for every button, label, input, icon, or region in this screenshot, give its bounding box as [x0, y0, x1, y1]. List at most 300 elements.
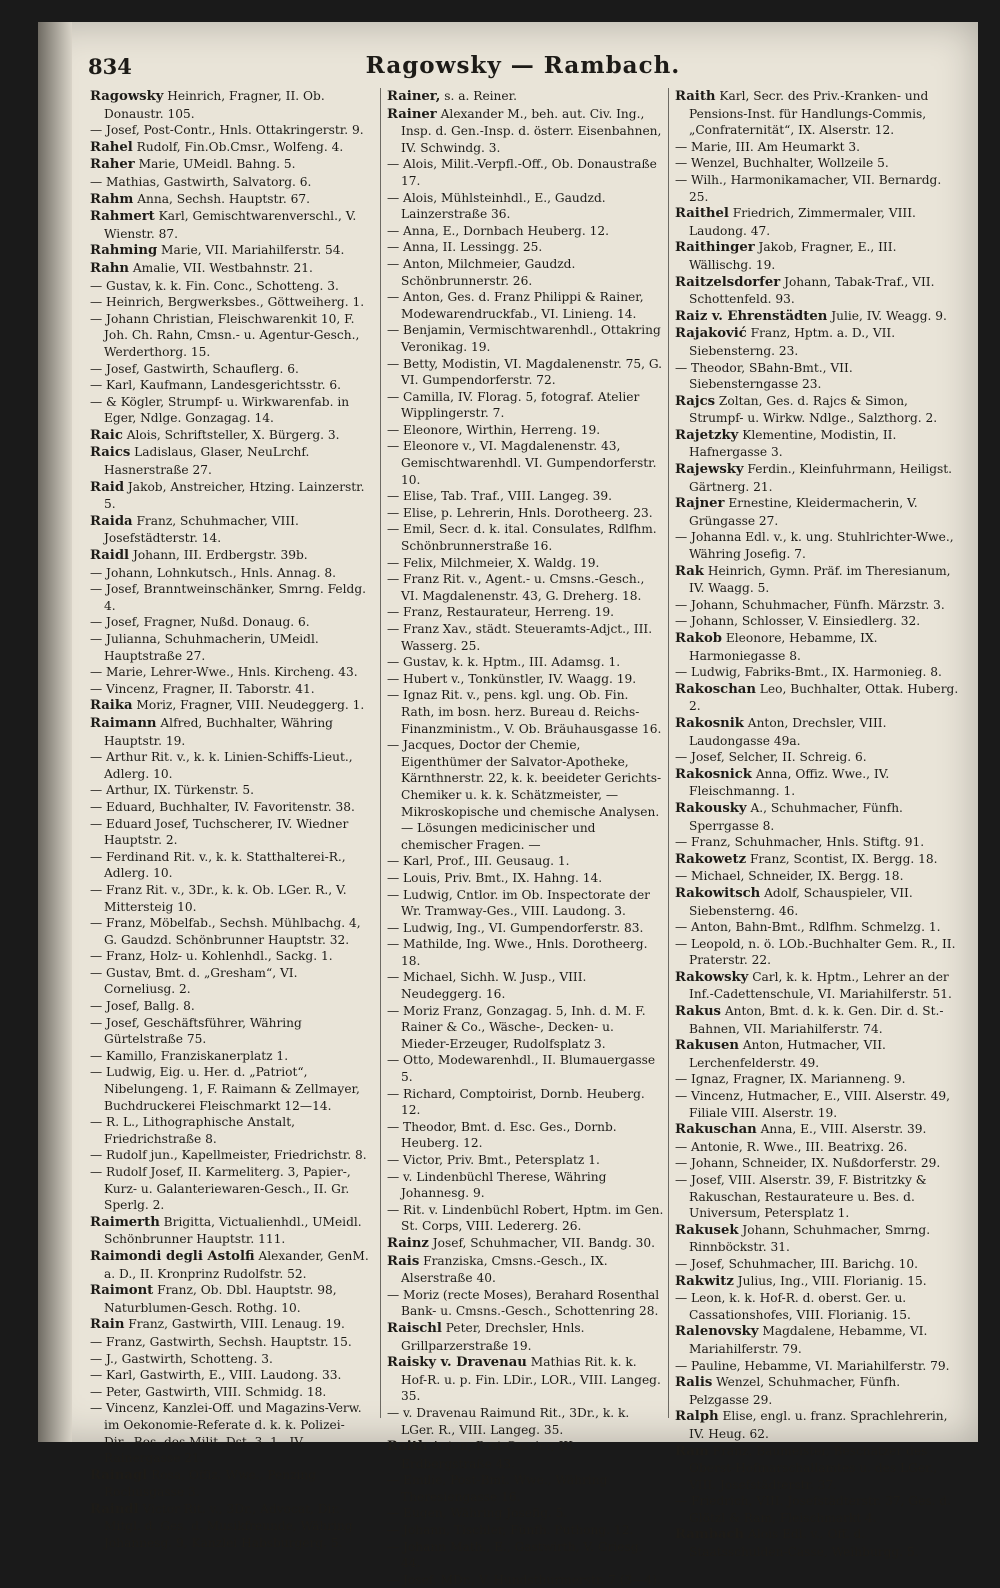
directory-entry — [90, 614, 370, 631]
entry-surname: Rahm — [90, 191, 134, 207]
directory-entry — [90, 782, 370, 799]
entry-text: — Kamillo, Franziskanerplatz 1. — [90, 1048, 289, 1063]
entry-text: — Felix, Milchmeier, X. Waldg. 19. — [387, 555, 600, 570]
entry-text: — Ignaz Rit. v., pens. kgl. ung. Ob. Fin. Rath, im bosn. herz. Bureau d. Reichs-Finanzministm., V. Ob. Bräuhausgasse 16. — [387, 688, 662, 736]
entry-text: — Theodor, SBahn-Bmt., VII. Siebensterngasse 23. — [675, 360, 853, 392]
directory-entry — [675, 1003, 961, 1037]
entry-text: — Eleonore, Wirthin, Herreng. 19. — [387, 422, 601, 437]
directory-entry — [387, 505, 665, 522]
directory-entry — [675, 1443, 961, 1494]
entry-text: — Benjamin, Vermischtwarenhdl., Ottakring Veronikag. 19. — [387, 323, 661, 354]
directory-entry — [387, 870, 665, 887]
entry-text: Zoltan, Ges. d. Rajcs & Simon, Strumpf- u. Wirkw. Ndlge., Salzthorg. 2. — [689, 393, 938, 426]
directory-entry — [675, 1526, 961, 1560]
directory-entry — [675, 139, 961, 156]
entry-text: Ferdin., Kleinfuhrmann, Heiligst. Gärtnerg. 21. — [689, 462, 953, 494]
entry-text: — Anna, E., Dornbach Heuberg. 12. — [387, 223, 609, 238]
entry-text: Jakob, Anstreicher, Htzing. Lainzerstr. 5. — [104, 479, 365, 512]
entry-surname: Ralis — [675, 1375, 713, 1391]
directory-entry — [90, 191, 370, 209]
entry-surname: Rahn — [90, 260, 129, 276]
entry-text: Johann, III. Erdbergstr. 39b. — [132, 548, 308, 563]
entry-surname: Rainer — [387, 106, 437, 122]
entry-text: — Josef, Gastwirth, Schauflerg. 6. — [90, 361, 299, 376]
directory-entry — [675, 172, 961, 205]
directory-entry — [90, 915, 370, 948]
directory-entry — [675, 360, 961, 393]
entry-text: Klementine, Modistin, II. Hafnergasse 3. — [689, 427, 897, 460]
directory-entry — [387, 1169, 665, 1202]
entry-text: — Gustav, k. k. Hptm., III. Adamsg. 1. — [387, 655, 621, 670]
directory-entry — [387, 438, 665, 488]
entry-text: — Josef, Fragner, Nußd. Donaug. 6. — [90, 615, 310, 630]
directory-entry — [90, 394, 370, 427]
entry-text: Moriz, Fragner, VIII. Neudeggerg. 1. — [136, 698, 365, 713]
entry-text: — Ferdinand Rit. v., k. k. Statthalterei-R., Adlerg. 10. — [90, 849, 346, 881]
entry-surname: Rakusen — [675, 1038, 739, 1054]
directory-entry — [675, 885, 961, 919]
directory-entry — [387, 887, 665, 920]
entry-text: — Mathias, Gastwirth, Salvatorg. 6. — [90, 174, 312, 189]
directory-entry — [675, 681, 961, 715]
directory-entry — [387, 1539, 665, 1572]
entry-text: — Arthur Rit. v., k. k. Linien-Schiffs-Lieut., Adlerg. 10. — [90, 750, 353, 781]
entry-text: — Theodor, Bmt. d. Esc. Ges., Dornb. Heuberg. 12. — [387, 1119, 617, 1151]
directory-entry — [90, 1467, 370, 1501]
entry-text: Alois Edl. v., Off. d. Staatsschulden-Casse, Weihburgg. 5. — [689, 1527, 919, 1560]
page-title: Ragowsky — Rambach. — [365, 52, 681, 79]
entry-text: — Vincenz, Kanzlei-Off. und Magazins-Verw. im Oekonomie-Referate d. k. k. Polizei-Dir., Bes. des Milit. Dst. 3. 1., IV. Rainergasse 21. — [90, 1401, 362, 1466]
entry-text: — Rudolf jun., Kapellmeister, Friedrichstr. 8. — [90, 1148, 367, 1163]
directory-entry — [675, 1358, 961, 1375]
entry-text: Peter, Drechsler, Hnls. Grillparzerstraße 19. — [401, 1320, 585, 1353]
entry-text: — Marie, III. Am Heumarkt 3. — [675, 139, 861, 154]
entry-text: — Johann, Schuhmacher, Fünfh. Märzstr. 3. — [675, 597, 945, 612]
entry-text: Anna, E., VIII. Alserstr. 39. — [760, 1122, 927, 1137]
directory-entry — [675, 393, 961, 427]
entry-surname: Rainer, — [387, 89, 441, 104]
entry-text: Julius, Ing., VIII. Florianig. 15. — [737, 1273, 927, 1288]
entry-text: — Johann Math., E., Gastwirth, V. Griesg. 44. — [387, 1539, 643, 1571]
entry-surname: Rakob — [675, 631, 722, 646]
directory-entry — [90, 681, 370, 698]
entry-text: — Johann, Schlosser, V. Einsiedlerg. 32. — [675, 614, 921, 629]
entry-text: Mathias Rit. k. k. Hof-R. u. p. Fin. LDir., LOR., VIII. Langeg. 35. — [401, 1355, 661, 1404]
directory-entry — [675, 1222, 961, 1256]
directory-entry — [90, 631, 370, 664]
entry-text: — Camilla, IV. Florag. 5, fotograf. Atelier Wipplingerstr. 7. — [387, 389, 640, 421]
entry-surname: Rahel — [90, 139, 133, 155]
entry-text: — Josef, VIII. Alserstr. 39, F. Bistritzky & Rakuschan, Restaurateure u. Bes. d. Universum, Petersplatz 1. — [675, 1173, 927, 1221]
entry-text: Adolf, Schauspieler, VII. Siebensterng. 46. — [689, 885, 913, 918]
directory-entry — [387, 1438, 665, 1472]
directory-entry — [387, 422, 665, 439]
entry-text: Anton, Bmt. d. k. k. Gen. Dir. d. St.-Bahnen, VII. Mariahilferstr. 74. — [689, 1004, 944, 1036]
directory-entry — [90, 513, 370, 547]
entry-text: — Gustav, Bmt. d. „Gresham“, VI. Corneliusg. 2. — [90, 965, 298, 997]
directory-entry — [90, 444, 370, 478]
entry-text: Anton, Hutmacher, VII. Lerchenfelderstr. 49. — [689, 1038, 886, 1070]
directory-entry — [387, 1253, 665, 1287]
entry-text: — Otto, Modewarenhdl., II. Blumauergasse 5. — [387, 1053, 656, 1085]
entry-text: — Vincenz, Fragner, II. Taborstr. 41. — [90, 681, 315, 696]
directory-entry — [387, 223, 665, 240]
directory-entry — [387, 1052, 665, 1085]
entry-text: — Anton, Bahn-Bmt., Rdlfhm. Schmelzg. 1. — [675, 920, 941, 935]
entry-surname: Raithinger — [675, 240, 755, 256]
entry-surname: Rakowitsch — [675, 885, 761, 901]
directory-entry — [675, 851, 961, 869]
directory-entry — [675, 461, 961, 495]
directory-entry — [675, 1290, 961, 1323]
directory-entry — [387, 88, 665, 106]
directory-entry — [387, 1003, 665, 1053]
directory-entry — [90, 139, 370, 157]
directory-entry — [387, 190, 665, 223]
directory-entry — [387, 488, 665, 505]
entry-text: — Karl, Gastwirth, E., VIII. Laudong. 33. — [90, 1368, 342, 1383]
directory-entry — [675, 715, 961, 749]
entry-surname: Rajcs — [675, 393, 716, 409]
entry-text: — Anna, II. Lessingg. 25. — [387, 240, 543, 255]
entry-surname: Rakowsky — [675, 969, 749, 985]
entry-surname: Rakuschan — [675, 1122, 757, 1138]
entry-text: — Leon, k. k. Hof-R. d. oberst. Ger. u. Cassationshofes, VIII. Florianig. 15. — [675, 1291, 911, 1322]
entry-text: Ernestine, Kleidermacherin, V. Grüngasse 27. — [689, 496, 918, 528]
entry-surname: Rahmert — [90, 209, 155, 225]
entry-surname: Raimerth — [90, 1214, 160, 1230]
directory-entry — [387, 737, 665, 853]
directory-entry — [90, 1048, 370, 1065]
entry-surname: Raischl — [387, 1320, 442, 1336]
entry-text: — Franz, Gastwirth, Sechsh. Hauptstr. 15. — [90, 1334, 352, 1349]
directory-entry — [675, 613, 961, 630]
entry-text: — & Kögler, Strumpf- u. Wirkwarenfab. in Eger, Ndlge. Gonzagag. 14. — [90, 394, 350, 426]
entry-text: — Victor, Priv. Bmt., Petersplatz 1. — [387, 1153, 600, 1167]
entry-text: — v. Lindenbüchl Therese, Währing Johannesg. 9. — [387, 1169, 607, 1201]
entry-text: Karl, Gemischtwarenverschl., V. Wienstr. 87. — [104, 209, 357, 241]
entry-surname: Ragowsky — [90, 89, 164, 104]
entry-text: — Richard, Comptoirist, Dornb. Heuberg. 12. — [387, 1086, 645, 1118]
directory-entry — [90, 697, 370, 715]
entry-text: — Moriz Franz, Gonzagag. 5, Inh. d. M. F. Rainer & Co., Wäsche-, Decken- u. Mieder-Erzeuger, Rudolfsplatz 3. — [387, 1003, 646, 1051]
entry-text: — Michael, Sichh. W. Jusp., VIII. Neudeggerg. 16. — [387, 970, 587, 1002]
entry-text: — Johanna Edl. v., k. ung. Stuhlrichter-Wwe., Währing Josefig. 7. — [675, 530, 954, 562]
directory-entry — [387, 604, 665, 621]
directory-entry — [90, 581, 370, 614]
entry-text: Franziska, Cmsns.-Gesch., IX. Alserstraße 40. — [401, 1253, 608, 1286]
entry-text: Marie, UMeidl. Bahng. 5. — [138, 157, 296, 172]
directory-entry — [90, 88, 370, 122]
directory-entry — [90, 1334, 370, 1351]
entry-text: — Franz, Möbelfab., Sechsh. Mühlbachg. 4, G. Gaudzd. Schönbrunner Hauptstr. 32. — [90, 916, 361, 947]
entry-text: — Anton, Ges. d. Franz Philippi & Rainer, Modewarendruckfab., VI. Linieng. 14. — [387, 290, 644, 321]
directory-entry — [90, 1015, 370, 1048]
entry-surname: Raindl — [90, 1501, 139, 1517]
directory-entry — [675, 800, 961, 834]
directory-entry — [387, 1472, 665, 1505]
entry-text: — Betty, Modistin, VI. Magdalenenstr. 75, G. VI. Gumpendorferstr. 72. — [387, 356, 663, 388]
entry-text: Rudolf, Fin.Ob.Cmsr., Wolfeng. 4. — [136, 139, 344, 154]
directory-entry — [387, 671, 665, 688]
entry-text: Anna, Sechsh. Hauptstr. 67. — [137, 191, 311, 206]
directory-entry — [387, 555, 665, 572]
entry-text: Ladislaus, Glaser, NeuLrchf. Hasnerstraße 27. — [104, 445, 310, 478]
directory-entry — [90, 1248, 370, 1282]
entry-text: — Wenzel, Buchhalter, Wollzeile 5. — [675, 156, 889, 171]
directory-entry — [675, 1256, 961, 1273]
directory-entry — [387, 1572, 665, 1588]
directory-entry — [90, 208, 370, 242]
entry-surname: Raith — [387, 1439, 428, 1455]
directory-entry — [675, 495, 961, 529]
entry-text: Carl, k. k. Hptm., Lehrer an der Inf.-Cadettenschule, VI. Mariahilferstr. 51. — [689, 969, 952, 1002]
directory-entry — [90, 816, 370, 849]
column-2 — [380, 88, 665, 1587]
entry-surname: Ralenovsky — [675, 1324, 759, 1340]
entry-text: — Eduard Josef, Tuchscherer, IV. Wiedner Hauptstr. 2. — [90, 816, 349, 848]
entry-surname: Rambach — [675, 1527, 745, 1543]
entry-text: — Gustav, k. k. Fin. Conc., Schotteng. 3. — [90, 278, 339, 293]
entry-text: — Franz, Schuhmacher, Hnls. Stiftg. 91. — [675, 835, 925, 850]
entry-text: — Elise, p. Lehrerin, Hnls. Dorotheerg. 23. — [387, 505, 653, 520]
entry-text: Anton, Post-Cassier, III. Erdbergstraße 43. — [401, 1439, 577, 1471]
entry-surname: Raid — [90, 479, 125, 495]
directory-entry — [675, 1037, 961, 1071]
entry-text: A., Schuhmacher, Fünfh. Sperrgasse 8. — [689, 800, 903, 833]
entry-text: Julie, IV. Weagg. 9. — [831, 308, 947, 323]
entry-surname: Rajetzky — [675, 427, 739, 443]
directory-entry — [675, 766, 961, 800]
entry-text: Elise, engl. u. franz. Sprachlehrerin, IV. Heug. 62. — [689, 1409, 948, 1441]
directory-entry — [387, 1152, 665, 1169]
directory-entry — [90, 294, 370, 311]
entry-surname: Raiz v. Ehrenstädten — [675, 308, 828, 324]
directory-entry — [387, 356, 665, 389]
directory-entry — [387, 239, 665, 256]
directory-entry — [675, 936, 961, 969]
directory-entry — [90, 1114, 370, 1147]
entry-text: — Karl, Kaufmann, Landesgerichtsstr. 6. — [90, 378, 341, 393]
entry-text: — Franz Rit. v., 3Dr., k. k. Ob. LGer. R., V. Mittersteig 10. — [90, 882, 347, 914]
entry-surname: Rahming — [90, 243, 158, 259]
entry-text: — J., Gastwirth, Schotteng. 3. — [90, 1351, 273, 1366]
entry-surname: Raimann — [90, 715, 157, 731]
entry-text: Jakob, Fragner, E., III. Wällischg. 19. — [689, 240, 897, 272]
directory-entry — [675, 1408, 961, 1442]
entry-text: — Anton, Milchmeier, Gaudzd. Schönbrunnerstr. 26. — [387, 256, 576, 288]
entry-text: — Josef, Selcher, II. Schreig. 6. — [675, 750, 867, 765]
entry-text: — Johann, Lohnkutsch., Hnls. Annag. 8. — [90, 565, 336, 580]
entry-surname: Raika — [90, 698, 133, 714]
directory-entry — [387, 106, 665, 157]
entry-text: — Josef, Ballg. 8. — [90, 999, 195, 1014]
entry-surname: Raher — [90, 157, 135, 173]
entry-text: Eleonore, Hebamme, IX. Harmoniegasse 8. — [689, 631, 878, 663]
entry-text: — v. Dravenau Raimund Rit., 3Dr., k. k. LGer. R., VIII. Langeg. 35. — [387, 1405, 630, 1437]
directory-entry — [387, 389, 665, 422]
entry-text: — R. L., Lithographische Anstalt, Friedrichstraße 8. — [90, 1115, 295, 1146]
entry-text: — Friedrich, VIII. Josefstädterstr. 37, Ges. d. Glötzl & Ram, Fleischmarkt 4. — [675, 1494, 952, 1525]
directory-entry — [675, 325, 961, 359]
entry-text: — Rit. v. Lindenbüchl Robert, Hptm. im Gen. St. Corps, VIII. Ledererg. 26. — [387, 1202, 664, 1234]
entry-text: — Leopold, n. ö. LOb.-Buchhalter Gem. R., II. Praterstr. 22. — [675, 936, 956, 968]
entry-text: — Ignaz, Fragner, IX. Marianneng. 9. — [675, 1072, 906, 1087]
entry-surname: Rakus — [675, 1004, 721, 1020]
entry-text: — Josef, Post-Contr., Hnls. Ottakringerstr. 9. — [90, 123, 364, 138]
directory-entry — [387, 1235, 665, 1253]
directory-entry — [387, 920, 665, 937]
directory-entry — [675, 427, 961, 461]
page-number: 834 — [88, 54, 132, 79]
entry-surname: Raidl — [90, 548, 130, 564]
directory-entry — [90, 278, 370, 295]
directory-entry — [90, 260, 370, 278]
directory-entry — [675, 88, 961, 139]
directory-page — [38, 22, 978, 1587]
directory-entry — [90, 1367, 370, 1384]
entry-text: — Elise, Tab. Traf., VIII. Langeg. 39. — [387, 489, 613, 504]
directory-entry — [675, 308, 961, 326]
entry-text: — Marie, Lehrer-Wwe., Hnls. Kircheng. 43. — [90, 665, 358, 680]
entry-text: Karl, Secr. des Priv.-Kranken- und Pensions-Inst. für Handlungs-Commis, „Confraternität“, IX. Alserstr. 12. — [689, 89, 929, 138]
directory-entry — [387, 1505, 665, 1522]
directory-entry — [90, 242, 370, 260]
directory-entry — [675, 834, 961, 851]
entry-text: — Moriz (recte Moses), Berahard Rosenthal Bank- u. Cmsns.-Gesch., Schottenring 28. — [387, 1287, 660, 1319]
directory-entry — [387, 1202, 665, 1235]
directory-entry — [675, 1088, 961, 1121]
entry-surname: Ralph — [675, 1409, 719, 1425]
directory-entry — [90, 1214, 370, 1248]
entry-text: Anna, Offiz. Wwe., IV. Fleischmanng. 1. — [689, 766, 890, 799]
directory-entry — [675, 1121, 961, 1139]
directory-entry — [90, 965, 370, 998]
entry-text: — Michael, Schneider, IX. Bergg. 18. — [675, 869, 904, 884]
entry-text: s. a. Reiner. — [444, 89, 517, 103]
directory-entry — [90, 1282, 370, 1316]
entry-text: — Josef, MDr., V. Hundsthurmerstr. 7 (3—4). — [387, 1572, 661, 1587]
column-1 — [90, 88, 370, 1551]
directory-entry — [675, 630, 961, 664]
directory-entry — [90, 1147, 370, 1164]
directory-entry — [387, 654, 665, 671]
directory-entry — [387, 1119, 665, 1152]
directory-entry — [90, 1384, 370, 1401]
entry-surname: Rakosnik — [675, 715, 744, 731]
directory-entry — [675, 1139, 961, 1156]
entry-text: — Ludwig, Cntlor. im Ob. Inspectorate der Wr. Tramway-Ges., VIII. Laudong. 3. — [387, 887, 651, 919]
directory-entry — [387, 571, 665, 604]
directory-entry — [90, 479, 370, 513]
directory-entry — [90, 547, 370, 565]
directory-entry — [90, 849, 370, 882]
entry-text: — Franz, Restaurateur, Herreng. 19. — [387, 605, 615, 620]
entry-text: — Eduard, Buchhalter, IV. Favoritenstr. 38. — [90, 799, 355, 814]
directory-entry — [675, 274, 961, 308]
directory-entry — [675, 1374, 961, 1408]
directory-entry — [90, 1064, 370, 1114]
entry-text: — Alois, Mühlsteinhdl., E., Gaudzd. Lainzerstraße 36. — [387, 190, 606, 222]
entry-text: — Julianna, Schuhmacherin, UMeidl. Hauptstraße 27. — [90, 632, 319, 663]
entry-surname: Rajewsky — [675, 462, 744, 478]
directory-entry — [90, 427, 370, 445]
directory-entry — [90, 311, 370, 361]
entry-text: Magdalene, Hebamme, VI. Mariahilferstr. 79. — [689, 1324, 928, 1356]
entry-text: Rosa, Offiz. Wwe., Penzing Rochusgasse 3. — [104, 1467, 317, 1500]
directory-entry — [675, 1155, 961, 1172]
directory-entry — [387, 1086, 665, 1119]
directory-entry — [675, 597, 961, 614]
entry-surname: Rakosnick — [675, 766, 752, 782]
entry-surname: Rakowetz — [675, 851, 747, 867]
entry-text: Victor Rit. v., 3Dr., Advocat, Dir.-Mitgl. d. Ges. d. Musikfreunde, Währing Johannesg. 9, Kanzlei Habsburgerg. 5. — [104, 1501, 353, 1551]
entry-text: — Emil, Secr. d. k. ital. Consulates, Rdlfhm. Schönbrunnerstraße 16. — [387, 522, 657, 554]
entry-text: Franz, Baumeister, Beschätzer des Oberst-Hofmarschallamtes u. des LGer., VIII. Josefstädterstr. 37. — [689, 1443, 938, 1492]
entry-text: Alexander M., beh. aut. Civ. Ing., Insp. d. Gen.-Insp. d. österr. Eisenbahnen, IV. Schwindg. 3. — [401, 106, 662, 155]
entry-text: — Johann, Schneider, IX. Nußdorferstr. 29. — [675, 1156, 941, 1171]
entry-surname: Raith — [675, 89, 716, 104]
directory-entry — [387, 322, 665, 355]
directory-entry — [90, 715, 370, 749]
entry-text: — Heinrich, Bergwerksbes., Göttweiherg. 1. — [90, 295, 365, 310]
entry-text: — Josef, Geschäftsführer, Währing Gürtelstraße 75. — [90, 1015, 302, 1047]
directory-entry — [675, 868, 961, 885]
directory-entry — [387, 969, 665, 1002]
directory-entry — [675, 1323, 961, 1357]
entry-text: Alois, Schriftsteller, X. Bürgerg. 3. — [126, 427, 340, 442]
entry-text: — Eugen, Währing Josefig. 5. — [387, 1506, 568, 1521]
entry-text: Friedrich, Zimmermaler, VIII. Laudong. 47. — [689, 206, 916, 238]
entry-text: — Alois, Milit.-Verpfl.-Off., Ob. Donaustraße 17. — [387, 157, 657, 188]
directory-entry — [90, 377, 370, 394]
column-3 — [668, 88, 961, 1560]
entry-surname: Raic — [90, 427, 123, 443]
entry-text: Heinrich, Fragner, II. Ob. Donaustr. 105. — [104, 89, 325, 121]
entry-surname: Rakousky — [675, 800, 747, 816]
entry-surname: Rajner — [675, 496, 725, 512]
directory-entry — [90, 1501, 370, 1552]
entry-text: — Ludwig, Eig. u. Her. d. „Patriot“, Nibelungeng. 1, F. Raimann & Zellmayer, Buchdruckerei Fleischmarkt 12—14. — [90, 1065, 360, 1113]
directory-entry — [675, 664, 961, 681]
directory-entry — [90, 1351, 370, 1368]
directory-entry — [675, 155, 961, 172]
entry-text: Wenzel, Schuhmacher, Fünfh. Pelzgasse 29. — [689, 1375, 901, 1407]
entry-surname: Rakwitz — [675, 1273, 734, 1289]
entry-text: — Josef, Schuhmacher, III. Barichg. 10. — [675, 1256, 918, 1271]
entry-text: — Peter, Gastwirth, VIII. Schmidg. 18. — [90, 1384, 327, 1399]
directory-entry — [675, 205, 961, 239]
directory-entry — [675, 563, 961, 597]
directory-entry — [90, 799, 370, 816]
directory-entry — [90, 749, 370, 782]
directory-entry — [387, 289, 665, 322]
entry-text: Johann, Schuhmacher, Smrng. Rinnböckstr. 31. — [689, 1222, 931, 1255]
directory-entry — [675, 749, 961, 766]
entry-surname: Raitzelsdorfer — [675, 274, 781, 290]
entry-text: Alexander, GenM. a. D., II. Kronprinz Rudolfstr. 52. — [104, 1248, 369, 1281]
entry-text: — Ludwig, Ing., VI. Gumpendorferstr. 83. — [387, 920, 644, 935]
entry-surname: Ram — [675, 1443, 709, 1459]
entry-text: Anton, Drechsler, VIII. Laudongasse 49a. — [689, 715, 887, 748]
entry-surname: Rainagl — [90, 1467, 148, 1483]
entry-text: Johann, Tabak-Traf., VII. Schottenfeld. 93. — [689, 274, 935, 307]
entry-surname: Rakoschan — [675, 681, 756, 697]
directory-entry — [387, 936, 665, 969]
directory-entry — [675, 239, 961, 273]
entry-text: Franz, Hptm. a. D., VII. Siebensterng. 23. — [689, 326, 896, 358]
page-header — [88, 50, 958, 86]
